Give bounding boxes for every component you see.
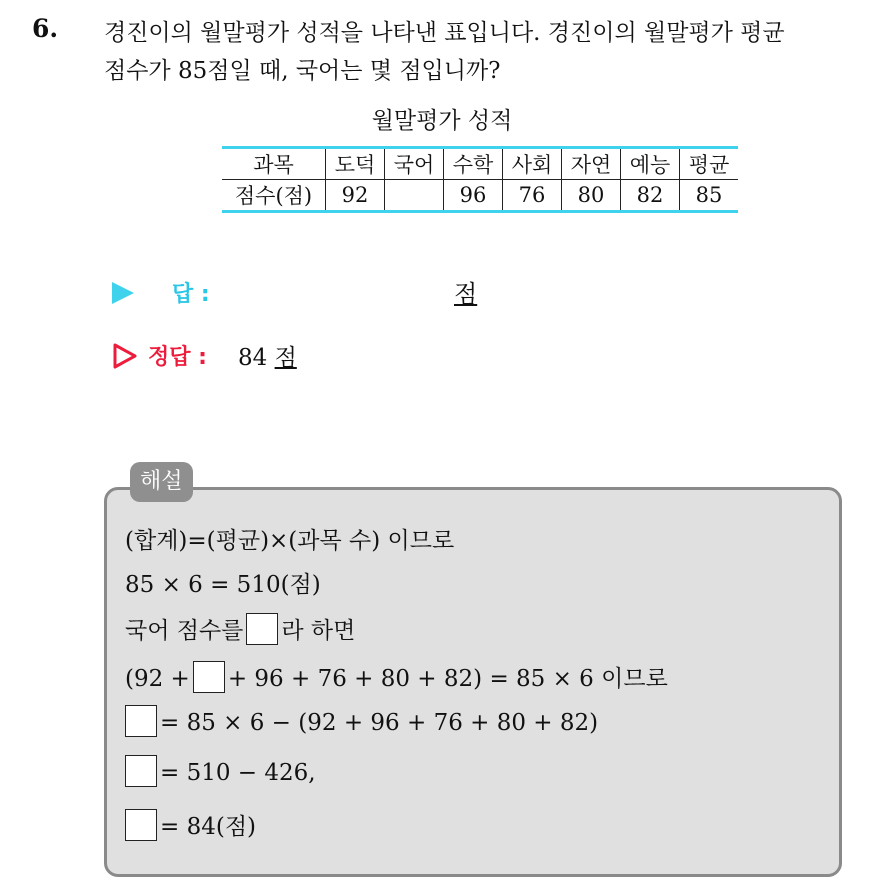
table-header-cell: 평균 [680,148,739,180]
score-table [222,146,738,213]
explanation-line-7 [125,808,256,844]
table-header-cell: 사회 [503,148,562,180]
table-cell: 점수(점) [234,184,313,208]
explanation-line-4 [125,660,668,696]
table-cell: 80 [562,180,621,212]
table-cell: 76 [503,180,562,212]
explanation-text: = 84(점) [160,814,257,840]
explanation-text: 국어 점수를 [125,618,244,644]
explanation-text: (92 + [125,666,190,692]
table-cell: 85 [680,180,739,212]
outline-triangle-icon [112,342,138,370]
solution-value [238,339,297,372]
explanation-line-2: 85 × 6 = 510(점) [125,572,321,598]
explanation-tag: 해설 [130,462,193,502]
blank-box [125,755,157,787]
blank-box [193,661,225,693]
blank-box [125,809,157,841]
explanation-line-3 [125,612,355,648]
table-header-cell: 수학 [444,148,503,180]
solution-unit: 점 [274,345,297,371]
solution-number: 84 [238,345,268,371]
table-header-cell: 자연 [562,148,621,180]
explanation-line-5 [125,708,598,740]
question-line-1: 경진이의 월말평가 성적을 나타낸 표입니다. 경진이의 월말평가 평균 [104,20,785,46]
answer-label: 답 : [172,282,210,307]
explanation-text: 라 하면 [281,618,356,644]
table-header-cell: 국어 [385,148,444,180]
question-number: 6. [32,14,59,43]
table-cell: 82 [621,180,680,212]
explanation-text: = 85 × 6 − (92 + 96 + 76 + 80 + 82) [160,710,599,736]
play-triangle-icon [112,282,134,304]
blank-box [246,613,278,645]
table-row [222,180,738,212]
question-text [104,14,874,90]
blank-box [125,705,157,737]
table-cell: 96 [444,180,503,212]
explanation-line-1: (합계)=(평균)×(과목 수) 이므로 [125,528,455,554]
table-header-row [222,148,738,180]
table-header-cell: 예능 [621,148,680,180]
explanation-line-6 [125,758,316,790]
table-header-cell: 도덕 [326,148,385,180]
question-line-2: 점수가 85점일 때, 국어는 몇 점입니까? [104,58,501,84]
explanation-text: + 96 + 76 + 80 + 82) = 85 × 6 이므로 [227,666,668,692]
explanation-text: = 510 − 426, [160,760,316,786]
solution-label: 정답 : [148,345,207,370]
answer-unit: 점 [454,280,478,308]
table-caption: 월말평가 성적 [371,108,513,134]
table-cell: 92 [326,180,385,212]
table-cell-blank [385,180,444,212]
table-header-cell: 과목 [222,148,326,180]
